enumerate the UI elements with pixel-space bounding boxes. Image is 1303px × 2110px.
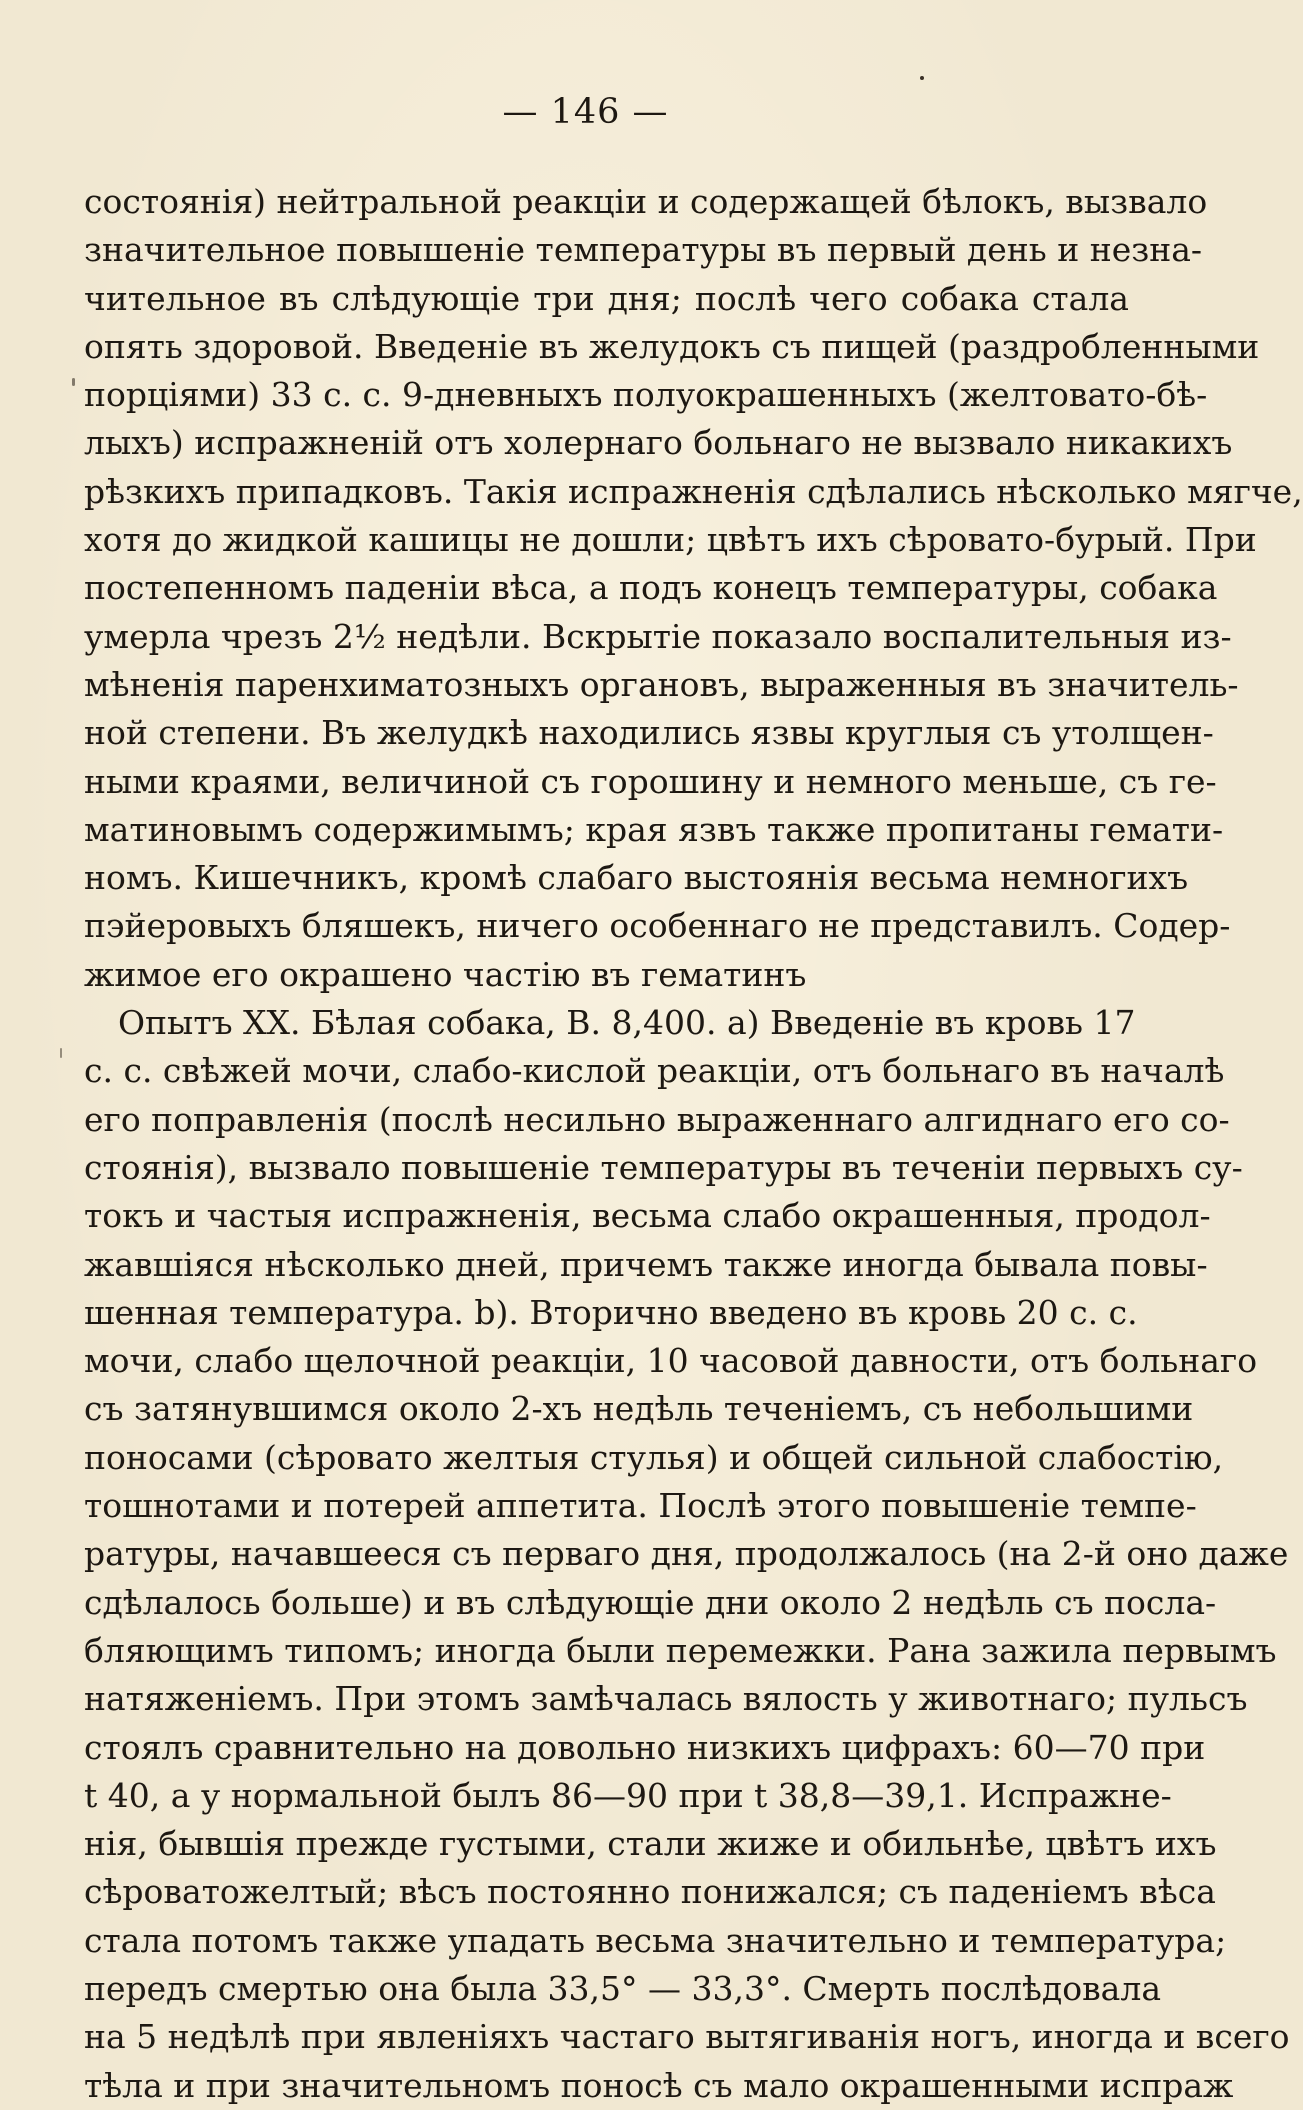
text-line: значительное повышеніе температуры въ первый день и незна- [84, 230, 1203, 270]
text-line: мѣненія паренхиматозныхъ органовъ, выраженныя въ значитель- [84, 664, 1239, 704]
text-line: постепенномъ паденіи вѣса, а подъ конецъ температуры, собака [84, 568, 1218, 608]
text-line: t 40, а у нормальной былъ 86—90 при t 38,8—39,1. Испражне- [84, 1775, 1172, 1815]
ink-speck [60, 1048, 62, 1058]
text-line: порціями) 33 с. с. 9-дневныхъ полуокрашенныхъ (желтовато-бѣ- [84, 375, 1208, 415]
text-line: натяженіемъ. При этомъ замѣчалась вялость у животнаго; пульсъ [84, 1679, 1248, 1719]
text-line: ной степени. Въ желудкѣ находились язвы круглыя съ утолщен- [84, 713, 1214, 753]
text-line: ными краями, величиной съ горошину и немного меньше, съ ге- [84, 761, 1217, 801]
ink-speck [72, 378, 75, 386]
text-line: сѣроватожелтый; вѣсъ постоянно понижался; съ паденіемъ вѣса [84, 1872, 1216, 1912]
text-line: с. с. свѣжей мочи, слабо-кислой реакціи, отъ больнаго въ началѣ [84, 1051, 1225, 1091]
text-line: лыхъ) испражненій отъ холернаго больнаго не вызвало никакихъ [84, 423, 1233, 463]
text-line: сдѣлалось больше) и въ слѣдующіе дни около 2 недѣль съ посла- [84, 1582, 1217, 1622]
text-line: нія, бывшія прежде густыми, стали жиже и обильнѣе, цвѣтъ ихъ [84, 1824, 1217, 1864]
text-line: передъ смертью она была 33,5° — 33,3°. Смерть послѣдовала [84, 1968, 1161, 2008]
text-line: номъ. Кишечникъ, кромѣ слабаго выстоянія весьма немногихъ [84, 858, 1189, 898]
text-line: съ затянувшимся около 2-хъ недѣль теченіемъ, съ небольшими [84, 1389, 1194, 1429]
text-line: чительное въ слѣдующіе три дня; послѣ чего собака стала [84, 278, 1129, 318]
body-text [84, 178, 1303, 2110]
text-line: рѣзкихъ припадковъ. Такія испражненія сдѣлались нѣсколько мягче, [84, 471, 1303, 511]
text-line: стоялъ сравнительно на довольно низкихъ цифрахъ: 60—70 при [84, 1727, 1206, 1767]
text-line: жимое его окрашено частію въ гематинъ [84, 954, 807, 994]
text-line: ратуры, начавшееся съ перваго дня, продолжалось (на 2-й оно даже [84, 1534, 1289, 1574]
text-line: тошнотами и потерей аппетита. Послѣ этого повышеніе темпе- [84, 1486, 1197, 1526]
text-line: токъ и частыя испражненія, весьма слабо окрашенныя, продол- [84, 1196, 1211, 1236]
text-line: жавшіяся нѣсколько дней, причемъ также иногда бывала повы- [84, 1244, 1208, 1284]
page-number: — 146 — [502, 92, 669, 132]
text-line: умерла чрезъ 2½ недѣли. Вскрытіе показало воспалительныя из- [84, 616, 1232, 656]
text-line: Опытъ XX. Бѣлая собака, В. 8,400. a) Введеніе въ кровь 17 [118, 1003, 1136, 1043]
text-line: опять здоровой. Введеніе въ желудокъ съ пищей (раздробленными [84, 326, 1260, 366]
text-line: поносами (сѣровато желтыя стулья) и общей сильной слабостію, [84, 1437, 1224, 1477]
text-line: шенная температура. b). Вторично введено въ кровь 20 с. с. [84, 1292, 1138, 1332]
text-line: его поправленія (послѣ несильно выраженнаго алгиднаго его со- [84, 1099, 1230, 1139]
text-line: мочи, слабо щелочной реакціи, 10 часовой давности, отъ больнаго [84, 1341, 1258, 1381]
text-line: стала потомъ также упадать весьма значительно и температура; [84, 1920, 1227, 1960]
text-line: хотя до жидкой кашицы не дошли; цвѣтъ ихъ сѣровато-бурый. При [84, 520, 1257, 560]
text-line: тѣла и при значительномъ поносѣ съ мало окрашенными испраж [84, 2065, 1234, 2105]
ink-speck [920, 76, 924, 80]
text-line: стоянія), вызвало повышеніе температуры въ теченіи первыхъ су- [84, 1147, 1243, 1187]
text-line: пэйеровыхъ бляшекъ, ничего особеннаго не представилъ. Содер- [84, 906, 1231, 946]
text-line: матиновымъ содержимымъ; края язвъ также пропитаны гемати- [84, 809, 1224, 849]
text-line: на 5 недѣлѣ при явленіяхъ частаго вытягиванія ногъ, иногда и всего [84, 2017, 1290, 2057]
text-line: бляющимъ типомъ; иногда были перемежки. Рана зажила первымъ [84, 1630, 1277, 1670]
text-line: состоянія) нейтральной реакціи и содержащей бѣлокъ, вызвало [84, 182, 1208, 221]
